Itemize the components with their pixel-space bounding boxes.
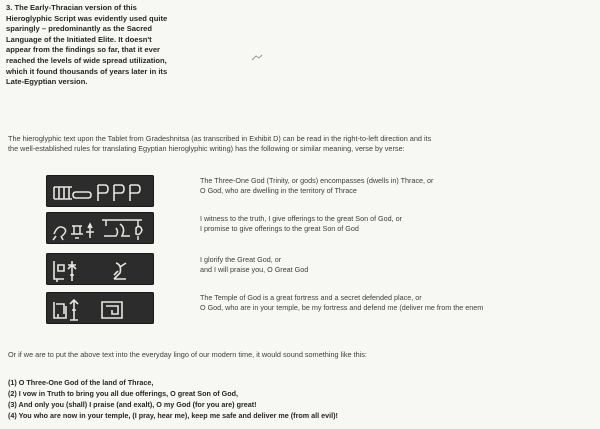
- verse-4: The Temple of God is a great fortress and a secret defended place, or O God, who are in your temple, be my fortress and defend me (deliver me from the enem: [200, 293, 484, 312]
- verse-2: I witness to the truth, I give offerings to the great Son of God, or I promise to give offerings to the great Son of God: [200, 214, 403, 233]
- scan-speck: [251, 54, 263, 62]
- hieroglyph-row-3-icon: [46, 253, 154, 285]
- modern-line-4: (4) You who are now in your temple, (I pray, hear me), keep me safe and deliver me (from all evil)!: [8, 411, 338, 420]
- hieroglyph-plate-1: [46, 175, 154, 207]
- hieroglyph-row-1-icon: [46, 175, 154, 207]
- hieroglyph-row-4-icon: [46, 292, 154, 324]
- hieroglyph-plate-3: [46, 253, 154, 285]
- modern-line-2: (2) I vow in Truth to bring you all due offerings, O great Son of God,: [8, 389, 238, 398]
- hieroglyph-plate-2: [46, 212, 154, 244]
- hieroglyph-plate-4: [46, 292, 154, 324]
- section-heading: 3. The Early-Thracian version of this Hieroglyphic Script was evidently used quite sparingly – predominantly as the Sacred Language of the Initiated Elite. It doesn't appear from the findings so far, that it ever reached the levels of wide spread utilization, which it found thousands of years later in its Late-Egyptian version.: [6, 3, 168, 87]
- verse-1: The Three-One God (Trinity, or gods) encompasses (dwells in) Thrace, or O God, who are dwelling in the territory of Thrace: [200, 176, 434, 195]
- hieroglyph-row-2-icon: [46, 212, 154, 244]
- modern-translation-list: [8, 377, 600, 421]
- lingo-paragraph: Or if we are to put the above text into the everyday lingo of our modern time, it would sound something like this:: [8, 350, 367, 359]
- verse-3: I glorify the Great God, or and I will praise you, O Great God: [200, 255, 309, 274]
- modern-line-1: (1) O Three-One God of the land of Thrace,: [8, 378, 154, 387]
- intro-paragraph: The hieroglyphic text upon the Tablet from Gradeshnitsa (as transcribed in Exhibit D) can be read in the right-to-left direction and its the well-established rules for translating Egyptian hieroglyphic writing) has the following or similar meaning, verse by verse:: [8, 134, 432, 154]
- modern-line-3: (3) And only you (shall) I praise (and exalt), O my God (for you are) great!: [8, 400, 257, 409]
